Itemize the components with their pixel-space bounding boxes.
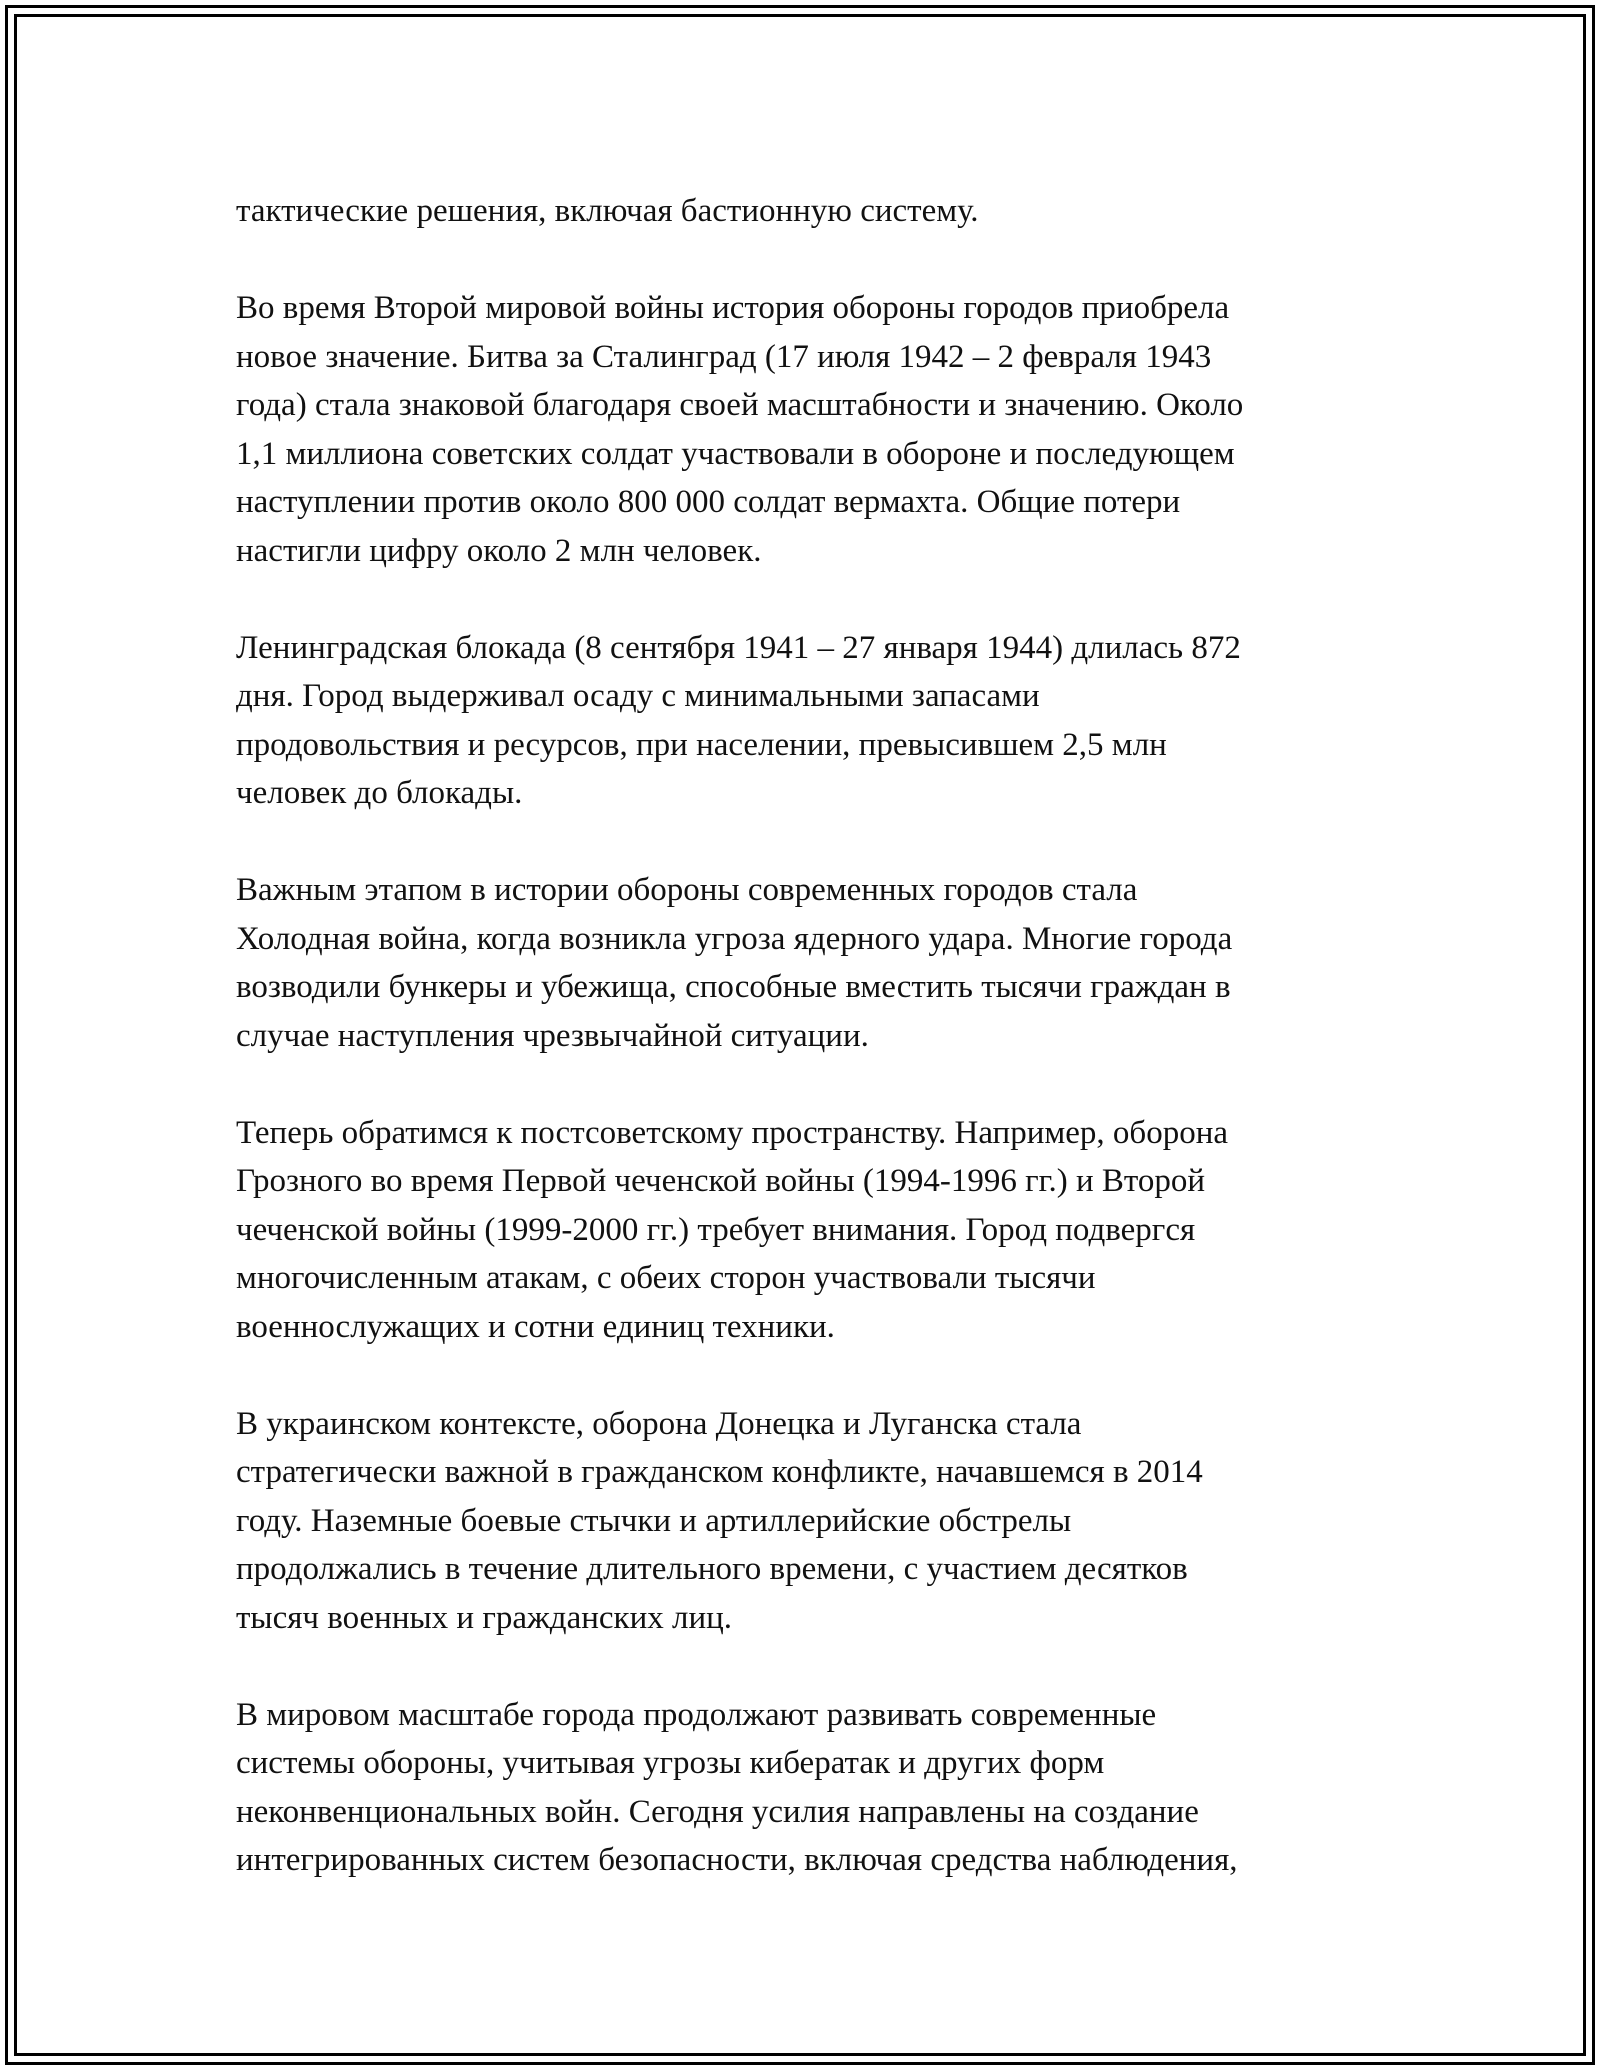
paragraph-bastion-system: тактические решения, включая бастионную систему. <box>236 193 979 229</box>
document-body <box>236 187 1376 1885</box>
paragraph-modern-defense: В мировом масштабе города продолжают развивать современные системы обороны, учитывая угрозы кибератак и других форм неконвенциональных войн. Сегодня усилия направлены на создание интегрированных систем безопасности, включая средства наблюдения, <box>236 1696 1238 1878</box>
paragraph-donetsk-lugansk: В украинском контексте, оборона Донецка и Луганска стала стратегически важной в гражданском конфликте, начавшемся в 2014 году. Наземные боевые стычки и артиллерийские обстрелы продолжались в течение длительного времени, с участием десятков тысяч военных и гражданских лиц. <box>236 1405 1203 1636</box>
paragraph-stalingrad: Во время Второй мировой войны история обороны городов приобрела новое значение. Битва за Сталинград (17 июля 1942 – 2 февраля 1943 года) стала знаковой благодаря своей масштабности и значению. Около 1,1 миллиона советских солдат участвовали в обороне и последующем наступлении против около 800 000 солдат вермахта. Общие потери настигли цифру около 2 млн человек. <box>236 290 1244 569</box>
paragraph-cold-war: Важным этапом в истории обороны современных городов стала Холодная война, когда возникла угроза ядерного удара. Многие города возводили бункеры и убежища, способные вместить тысячи граждан в случае наступления чрезвычайной ситуации. <box>236 872 1233 1054</box>
paragraph-grozny: Теперь обратимся к постсоветскому пространству. Например, оборона Грозного во время Первой чеченской войны (1994-1996 гг.) и Второй чеченской войны (1999-2000 гг.) требует внимания. Город подвергся многочисленным атакам, с обеих сторон участвовали тысячи военнослужащих и сотни единиц техники. <box>236 1114 1228 1345</box>
paragraph-leningrad-blockade: Ленинградская блокада (8 сентября 1941 – 27 января 1944) длилась 872 дня. Город выдерживал осаду с минимальными запасами продовольствия и ресурсов, при населении, превысившем 2,5 млн человек до блокады. <box>236 629 1241 811</box>
